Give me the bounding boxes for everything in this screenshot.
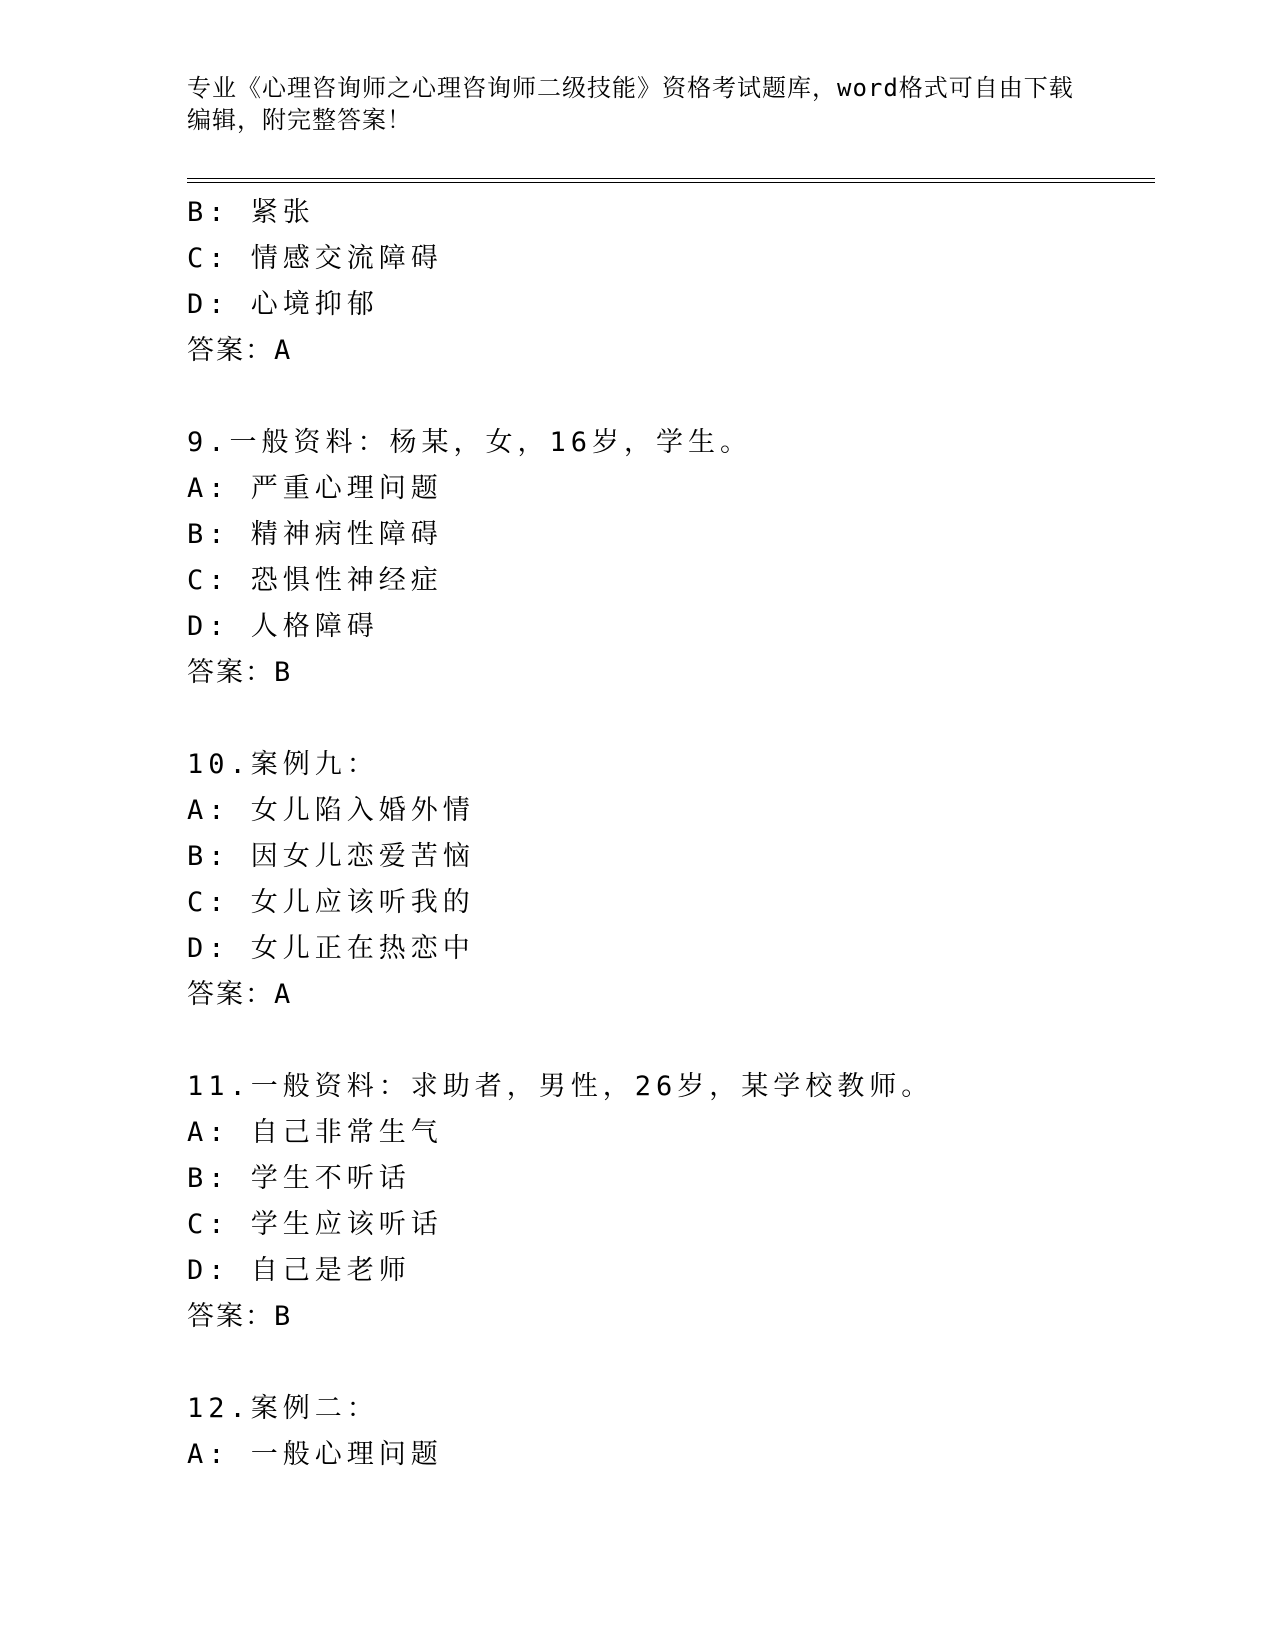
option-d: D: 人格障碍 xyxy=(187,611,379,642)
question-stem: 12.案例二： xyxy=(187,1393,379,1424)
spacer xyxy=(187,696,1155,742)
option-d: D: 女儿正在热恋中 xyxy=(187,933,475,964)
spacer xyxy=(187,1340,1155,1386)
question-list xyxy=(187,190,1155,1478)
option-c: C: 情感交流障碍 xyxy=(187,243,443,274)
question-11 xyxy=(187,1064,1155,1340)
spacer xyxy=(187,1018,1155,1064)
option-b: B: 因女儿恋爱苦恼 xyxy=(187,841,475,872)
option-b: B: 精神病性障碍 xyxy=(187,519,443,550)
option-c: C: 女儿应该听我的 xyxy=(187,887,475,918)
question-stem: 9.一般资料：杨某，女，16岁，学生。 xyxy=(187,427,753,458)
answer-line: 答案：A xyxy=(187,979,293,1010)
option-d: D: 心境抑郁 xyxy=(187,289,379,320)
option-c: C: 恐惧性神经症 xyxy=(187,565,443,596)
option-c: C: 学生应该听话 xyxy=(187,1209,443,1240)
question-12 xyxy=(187,1386,1155,1478)
question-9 xyxy=(187,420,1155,696)
answer-line: 答案：B xyxy=(187,657,293,688)
option-b: B: 紧张 xyxy=(187,197,315,228)
option-d: D: 自己是老师 xyxy=(187,1255,411,1286)
document-header xyxy=(187,72,1077,136)
answer-line: 答案：B xyxy=(187,1301,293,1332)
header-line-2: 编辑，附完整答案！ xyxy=(187,106,412,134)
spacer xyxy=(187,374,1155,420)
header-divider xyxy=(187,178,1155,183)
answer-line: 答案：A xyxy=(187,335,293,366)
option-a: A: 女儿陷入婚外情 xyxy=(187,795,475,826)
option-a: A: 严重心理问题 xyxy=(187,473,443,504)
carryover-block xyxy=(187,190,1155,374)
option-a: A: 一般心理问题 xyxy=(187,1439,443,1470)
header-line-1: 专业《心理咨询师之心理咨询师二级技能》资格考试题库，word格式可自由下载 xyxy=(187,74,1074,102)
question-stem: 11.一般资料：求助者，男性，26岁，某学校教师。 xyxy=(187,1071,934,1102)
question-10 xyxy=(187,742,1155,1018)
option-a: A: 自己非常生气 xyxy=(187,1117,443,1148)
question-stem: 10.案例九： xyxy=(187,749,379,780)
option-b: B: 学生不听话 xyxy=(187,1163,411,1194)
